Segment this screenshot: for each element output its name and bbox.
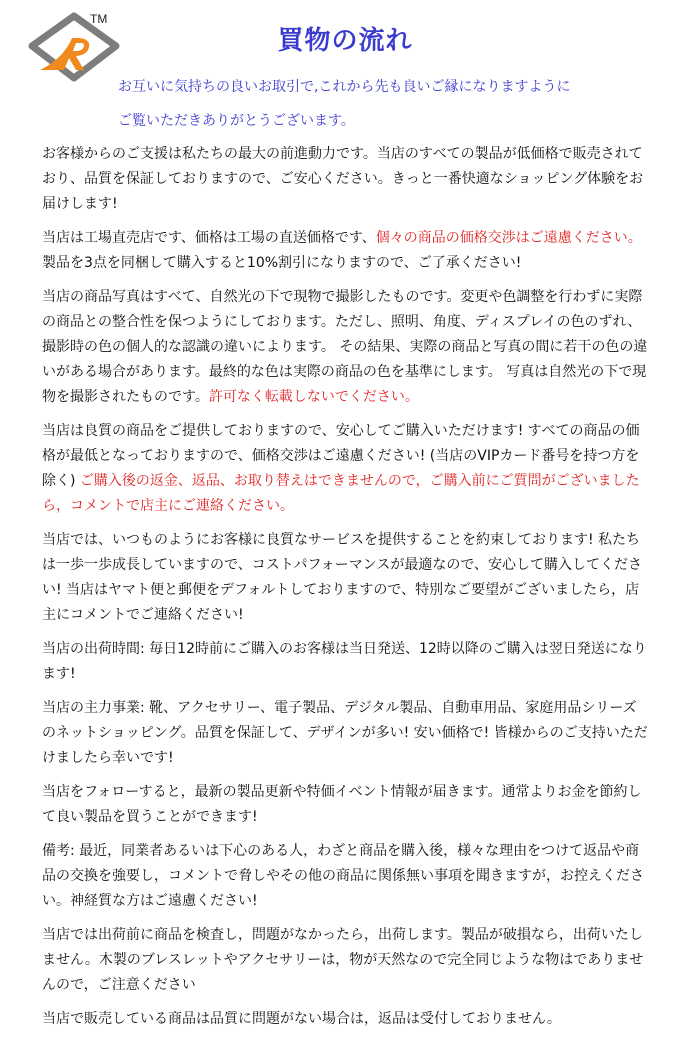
- policy-content: [42, 142, 650, 1041]
- paragraph-remarks: 備考: 最近，同業者あるいは下心のある人，わざと商品を購入後，様々な理由をつけて返品や商品の交換を強要し，コメントで脅しやその他の商品に関係無い事項を聞きますが，お控えください。神経質な方はご遠慮ください!: [42, 843, 644, 909]
- paragraph-follow: 当店をフォローすると，最新の製品更新や特価イベント情報が届きます。通常よりお金を節約して良い製品を買うことができます!: [42, 784, 642, 825]
- paragraph-return-policy: 当店で販売している商品は品質に問題がない場合は，返品は受付しておりません。: [42, 1011, 561, 1027]
- paragraph-text: 製品を3点を同梱して購入すると10%割引になりますので、ご了承ください!: [42, 255, 522, 271]
- paragraph-photos: [42, 285, 650, 410]
- paragraph-text: 当店は良質の商品をご提供しておりますので、安心してご購入いただけます! すべての商品の価格が最低となっておりますので、価格交渉はご遠慮ください! (当店のVIPカード番号を持つ方を除く): [42, 423, 640, 489]
- trademark-label: TM: [90, 12, 108, 26]
- intro-line-1: お互いに気持ちの良いお取引で,これから先も良いご縁になりますように: [118, 79, 571, 95]
- page-title: 買物の流れ: [277, 26, 413, 56]
- warning-text: 許可なく転載しないでください。: [208, 389, 419, 405]
- paragraph-inspection: 当店では出荷前に商品を検査し，問題がなかったら，出荷します。製品が破損なら，出荷いたしません。木製のブレスレットやアクセサリーは，物が天然なので完全同じような物はでありませんので，ご注意ください: [42, 927, 644, 993]
- paragraph-support: お客様からのご支援は私たちの最大の前進動力です。当店のすべての製品が低価格で販売されており、品質を保証しておりますので、ご安心ください。きっと一番快適なショッピング体験をお届けします!: [42, 146, 644, 212]
- paragraph-text: 当店は工場直売店です、価格は工場の直送価格です、: [42, 230, 376, 246]
- paragraph-factory-price: [42, 226, 650, 276]
- paragraph-text: 当店の商品写真はすべて、自然光の下で現物で撮影したものです。変更や色調整を行わずに実際の商品との整合性を保つようにしております。ただし、照明、角度、ディスプレイの色のずれ、撮影時の色の個人的な認識の違いによります。 その結果、実際の商品と写真の間に若干の色の違いがある場合があります。最終的な色は実際の商品の色を基準にします。 写真は自然光の下で現物を撮影されたものです。: [42, 289, 648, 405]
- paragraph-service: 当店では、いつものようにお客様に良質なサービスを提供することを約束しております! 私たちは一歩一歩成長していますので、コストパフォーマンスが最適なので、安心して購入してください! 当店はヤマト便と郵便をデフォルトしておりますので、特別なご要望がございましたら，店主にコメントでご連絡ください!: [42, 532, 643, 623]
- warning-text: ご購入後の返金、返品、お取り替えはできませんので，ご購入前にご質問がございましたら，コメントで店主にご連絡ください。: [42, 473, 640, 514]
- paragraph-no-returns: [42, 419, 650, 519]
- paragraph-shipping-time: 当店の出荷時間: 毎日12時前にご購入のお客様は当日発送、12時以降のご購入は翌日発送になります!: [42, 641, 647, 682]
- warning-text: 個々の商品の価格交渉はご遠慮ください。: [375, 230, 642, 246]
- intro-line-2: ご覧いただきありがとうございます。: [118, 113, 355, 129]
- paragraph-main-business: 当店の主力事業: 靴、アクセサリー、電子製品、デジタル製品、自動車用品、家庭用品シリーズのネットショッピング。品質を保証して、デザインが多い! 安い価格で! 皆様からのご支持いただけましたら幸いです!: [42, 700, 648, 766]
